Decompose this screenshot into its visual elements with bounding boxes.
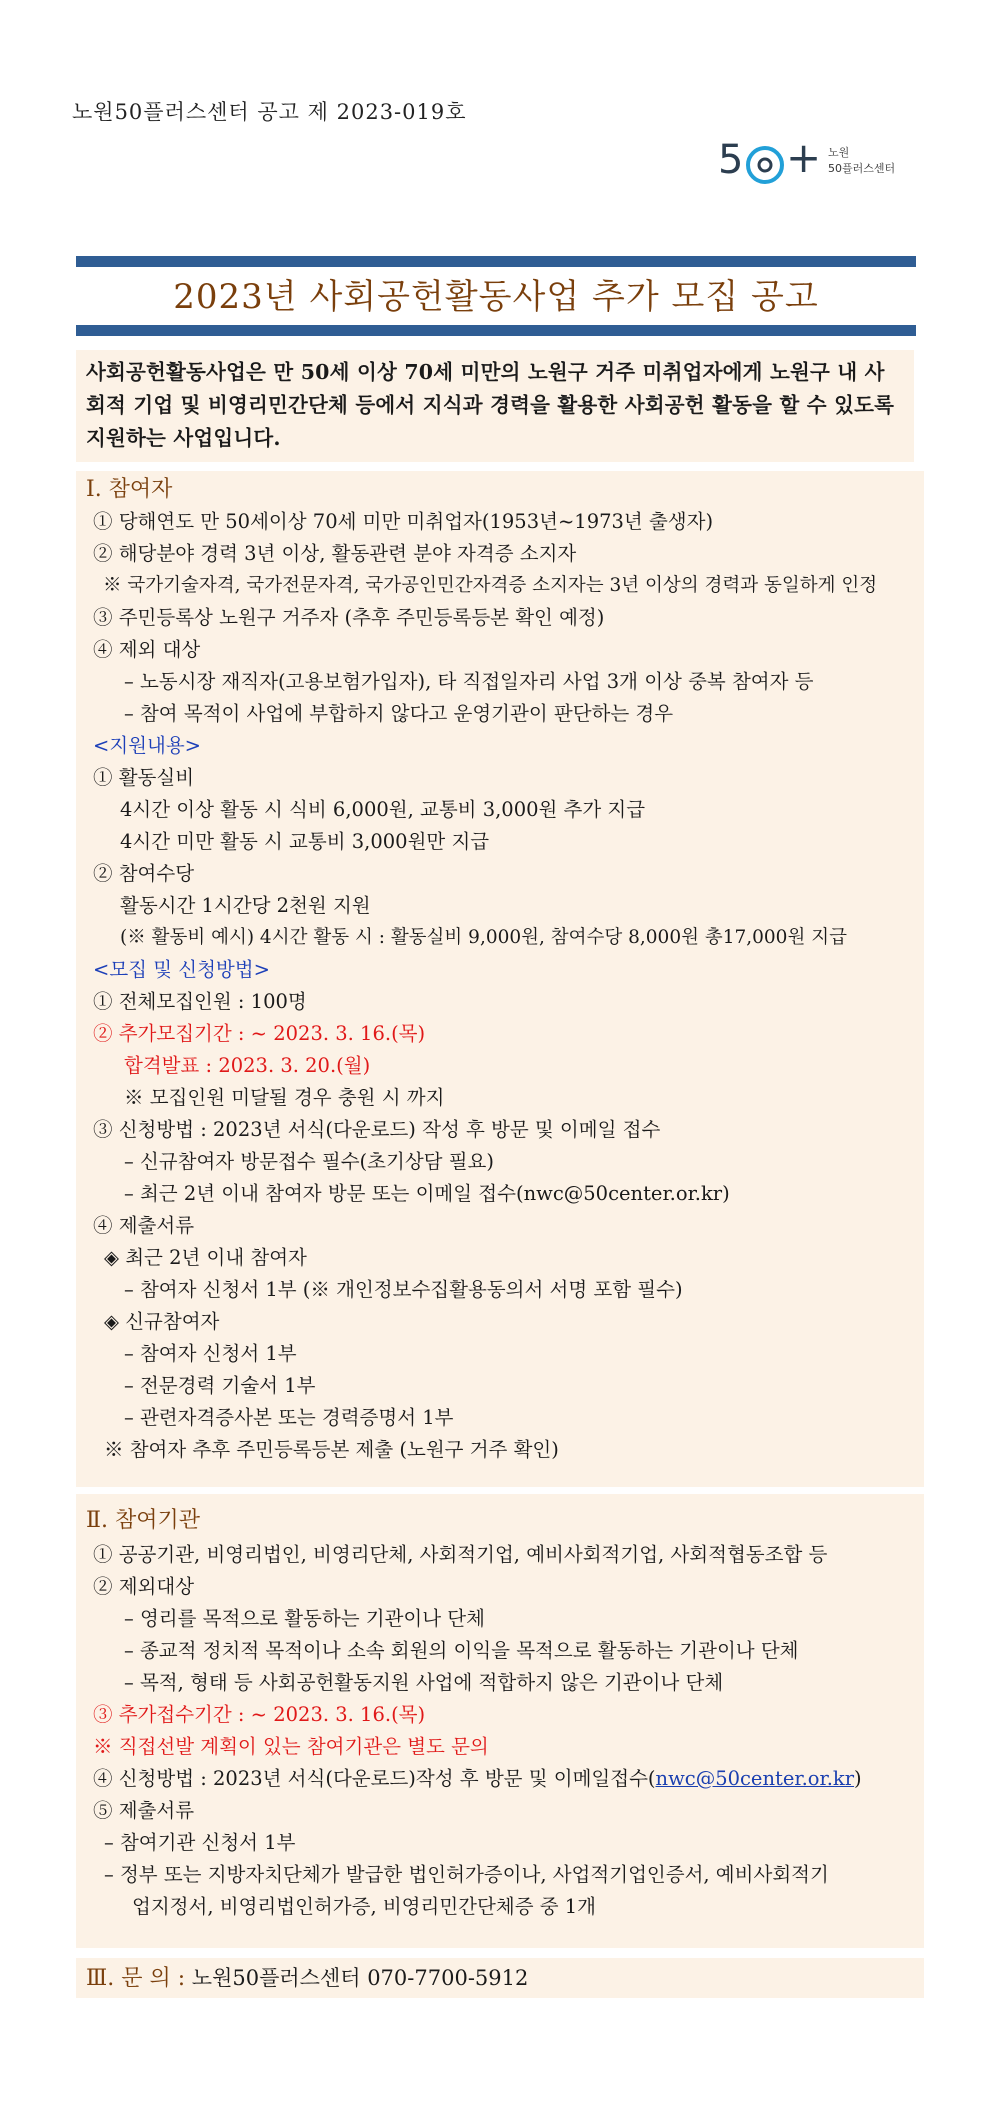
logo-circle-icon (744, 144, 786, 186)
list-item: ◈ 신규참여자 (104, 1310, 220, 1333)
section-participants (76, 471, 924, 1487)
apply-heading: <모집 및 신청방법> (93, 958, 270, 981)
section3-heading: Ⅲ. 문 의 : (86, 1966, 186, 1991)
list-item: ※ 국가기술자격, 국가전문자격, 국가공인민간자격증 소지자는 3년 이상의 경력과 동일하게 인정 (103, 575, 878, 596)
list-item-direct-selection-note: ※ 직접선발 계획이 있는 참여기관은 별도 문의 (93, 1735, 489, 1758)
section2-heading: Ⅱ. 참여기관 (86, 1508, 200, 1533)
contact-line (86, 1963, 528, 1994)
logo-plus: + (786, 133, 822, 182)
list-item: – 종교적 정치적 목적이나 소속 회원의 이익을 목적으로 활동하는 기관이나 단체 (124, 1639, 799, 1662)
list-item: ① 공공기관, 비영리법인, 비영리단체, 사회적기업, 예비사회적기업, 사회적협동조합 등 (93, 1543, 828, 1566)
list-item: 4시간 미만 활동 시 교통비 3,000원만 지급 (120, 830, 490, 853)
title-banner (76, 256, 916, 336)
list-item: ③ 주민등록상 노원구 거주자 (추후 주민등록등본 확인 예정) (93, 606, 605, 629)
list-item: – 관련자격증사본 또는 경력증명서 1부 (124, 1406, 454, 1429)
list-item: – 참여자 신청서 1부 (124, 1342, 297, 1365)
list-item: ⑤ 제출서류 (93, 1799, 195, 1822)
list-item: ※ 참여자 추후 주민등록등본 제출 (노원구 거주 확인) (104, 1438, 559, 1461)
list-item: – 참여자 신청서 1부 (※ 개인정보수집활용동의서 서명 포함 필수) (124, 1278, 683, 1301)
list-item: – 영리를 목적으로 활동하는 기관이나 단체 (124, 1607, 485, 1630)
section-contact (76, 1958, 924, 1998)
list-item: ① 전체모집인원 : 100명 (93, 990, 307, 1013)
list-item: ① 활동실비 (93, 766, 195, 789)
list-item: 활동시간 1시간당 2천원 지원 (120, 894, 371, 917)
list-item: ◈ 최근 2년 이내 참여자 (104, 1246, 307, 1269)
list-item: ① 당해연도 만 50세이상 70세 미만 미취업자(1953년~1973년 출생자) (93, 510, 714, 533)
center-logo (718, 133, 898, 186)
list-item: 4시간 이상 활동 시 식비 6,000원, 교통비 3,000원 추가 지급 (120, 798, 646, 821)
list-item-receipt-period: ③ 추가접수기간 : ~ 2023. 3. 16.(목) (93, 1703, 426, 1726)
list-item: 업지정서, 비영리법인허가증, 비영리민간단체증 중 1개 (132, 1895, 597, 1918)
list-item: – 참여기관 신청서 1부 (104, 1831, 296, 1854)
list-item-recruit-period: ② 추가모집기간 : ~ 2023. 3. 16.(목) (93, 1022, 426, 1045)
apply-method-close: ) (854, 1767, 862, 1790)
list-item: – 신규참여자 방문접수 필수(초기상담 필요) (124, 1150, 494, 1173)
section-organizations (76, 1494, 924, 1948)
list-item: ④ 제출서류 (93, 1214, 195, 1237)
list-item: – 정부 또는 지방자치단체가 발급한 법인허가증이나, 사업적기업인증서, 예비사회적기 (104, 1863, 829, 1886)
logo-text-1: 노원 (828, 146, 850, 159)
logo-digit: 5 (718, 137, 744, 183)
intro-box (76, 350, 914, 462)
list-item: ② 참여수당 (93, 862, 195, 885)
notice-number: 노원50플러스센터 공고 제 2023-019호 (72, 100, 467, 124)
title-bar-top (76, 256, 916, 267)
list-item: ④ 제외 대상 (93, 638, 201, 661)
list-item: ② 해당분야 경력 3년 이상, 활동관련 분야 자격증 소지자 (93, 542, 577, 565)
intro-text: 사회공헌활동사업은 만 50세 이상 70세 미만의 노원구 거주 미취업자에게 노원구 내 사회적 기업 및 비영리민간단체 등에서 지식과 경력을 활용한 사회공헌 활동을 할 수 있도록 지원하는 사업입니다. (86, 360, 895, 450)
list-item: – 목적, 형태 등 사회공헌활동지원 사업에 적합하지 않은 기관이나 단체 (124, 1671, 724, 1694)
list-item: – 최근 2년 이내 참여자 방문 또는 이메일 접수(nwc@50center.or.kr) (124, 1182, 730, 1205)
section1-heading: Ⅰ. 참여자 (86, 477, 173, 502)
title-bar-bottom (76, 325, 916, 336)
list-item: ③ 신청방법 : 2023년 서식(다운로드) 작성 후 방문 및 이메일 접수 (93, 1118, 661, 1141)
list-item: (※ 활동비 예시) 4시간 활동 시 : 활동실비 9,000원, 참여수당 8,000원 총17,000원 지급 (120, 927, 847, 948)
list-item: – 노동시장 재직자(고용보험가입자), 타 직접일자리 사업 3개 이상 중복 참여자 등 (124, 670, 814, 693)
apply-method-text: ④ 신청방법 : 2023년 서식(다운로드)작성 후 방문 및 이메일접수( (93, 1767, 656, 1790)
list-item-apply-method (93, 1764, 862, 1794)
list-item: – 참여 목적이 사업에 부합하지 않다고 운영기관이 판단하는 경우 (124, 702, 674, 725)
list-item: ※ 모집인원 미달될 경우 충원 시 까지 (124, 1086, 445, 1109)
logo-text-2: 50플러스센터 (828, 162, 896, 175)
support-heading: <지원내용> (93, 734, 202, 757)
email-link[interactable]: nwc@50center.or.kr (655, 1767, 855, 1790)
list-item: – 전문경력 기술서 1부 (124, 1374, 316, 1397)
contact-info: 노원50플러스센터 070-7700-5912 (191, 1966, 529, 1990)
list-item-announcement: 합격발표 : 2023. 3. 20.(월) (124, 1054, 371, 1077)
list-item: ② 제외대상 (93, 1575, 195, 1598)
page-title: 2023년 사회공헌활동사업 추가 모집 공고 (173, 277, 819, 317)
